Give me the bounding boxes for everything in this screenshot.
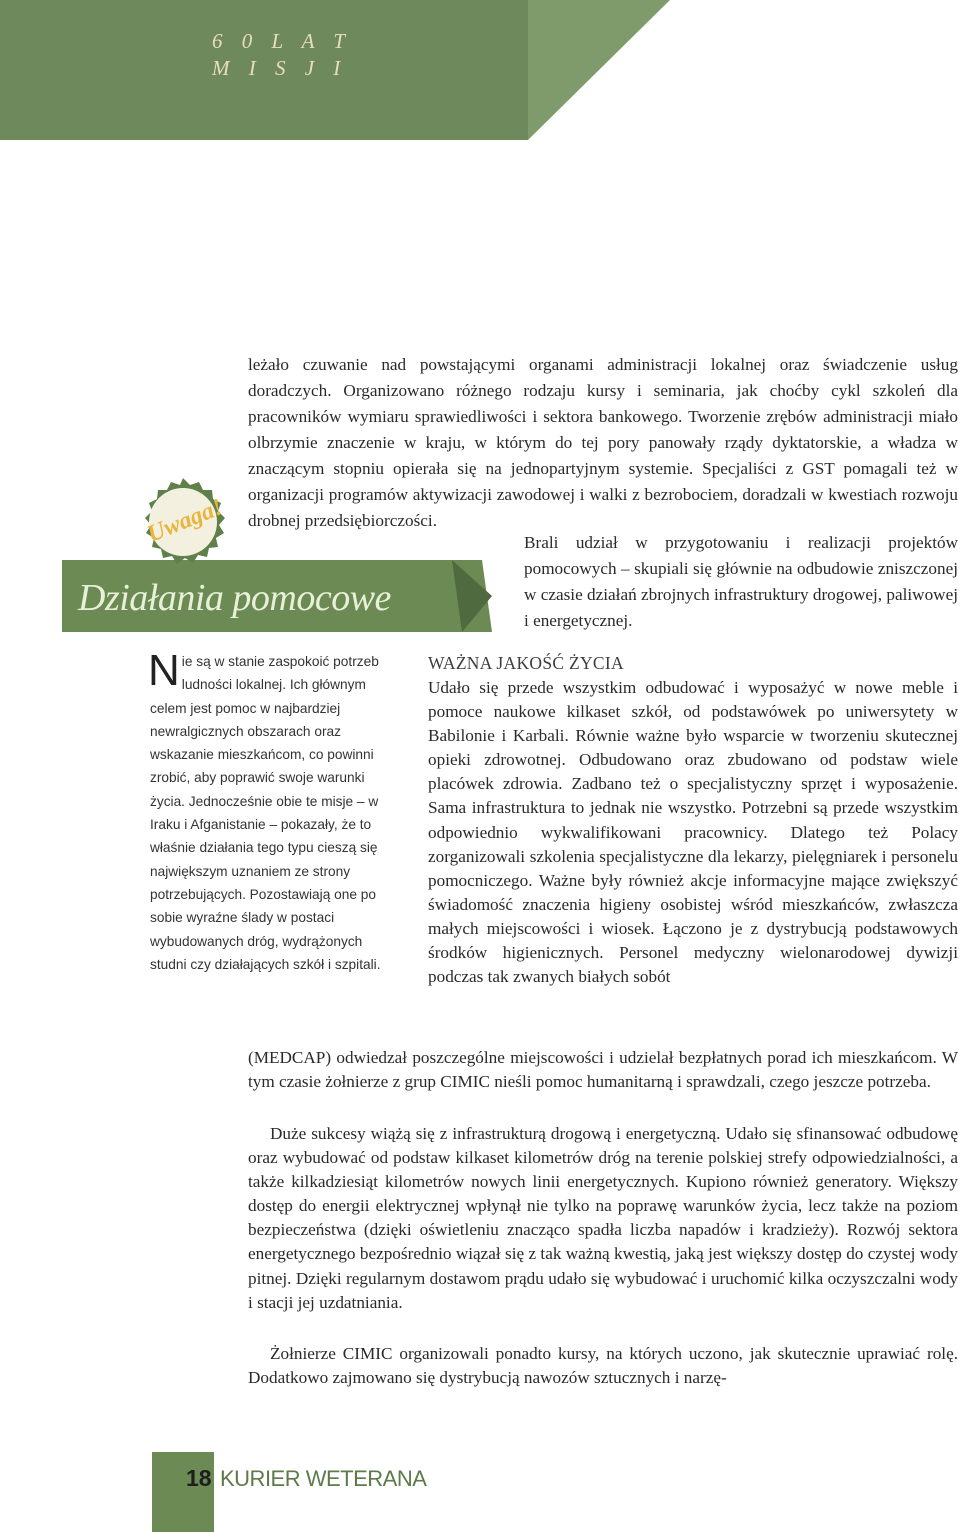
drop-cap: N <box>148 646 180 695</box>
footer-tab <box>152 1452 214 1532</box>
continued-paragraph: Brali udział w przygotowaniu i realizacji projektów pomocowych – skupiali się głównie na odbudowie zniszczonej w czasie działań zbrojnych infrastruktury drogowej, paliwowej i energetycznej. <box>524 533 958 630</box>
ribbon-title: Działania pomocowe <box>78 577 391 619</box>
seal-text: Uwaga! <box>143 494 227 548</box>
page-number: 18 <box>186 1465 212 1491</box>
sidebar-intro <box>148 646 402 976</box>
section-heading: WAŻNA JAKOŚĆ ŻYCIA <box>428 653 624 673</box>
top-paragraph: leżało czuwanie nad powstającymi organami administracji lokalnej oraz świadczenie usług doradczych. Organizowano różnego rodzaju kursy i seminaria, jak choćby cykl szkoleń dla pracowników wymiaru sprawiedliwości i sektora bankowego. Tworzenie zrębów administracji miało olbrzymie znaczenie w kraju, w którym do tej pory panowały rządy dyktatorskie, a władza w znaczącym stopniu opierała się na jednopartyjnym systemie. Specjaliści z GST pomagali też w organizacji programów aktywizacji zawodowej i walki z bezrobociem, doradzali w kwestiach rozwoju drobnej przedsiębiorczości. <box>248 355 958 530</box>
header-band <box>0 0 960 140</box>
magazine-name: KURIER WETERANA <box>220 1466 427 1491</box>
header-line-1: 6 0 L A T <box>212 29 353 53</box>
sidebar-text: ie są w stanie zaspokoić potrzeb ludności lokalnej. Ich głównym celem jest pomoc w najbardziej newralgicznych obszarach oraz wskazanie mieszkańcom, co powinni zrobić, aby poprawić swoje warunki życia. Jednocześnie obie te misje – w Iraku i Afganistanie – pokazały, że to właśnie działania tego typu cieszą się największym uznaniem ze strony potrzebujących. Pozostawiają one po sobie wyraźne ślady w postaci wybudowanych dróg, wydrążonych studni czy działających szkół i szpitali. <box>150 654 381 972</box>
full-paragraph-2: Duże sukcesy wiążą się z infrastrukturą drogową i energetyczną. Udało się sfinansować odbudowę oraz wybudować od podstaw kilkaset kilometrów dróg na terenie polskiej strefy odpowiedzialności, a także kilkadziesiąt kilometrów nowych linii energetycznych. Kupiono również generatory. Większy dostęp do energii elektrycznej wpłynął nie tylko na poprawę warunków życia, lecz także na poziom bezpieczeństwa (dzięki oświetleniu znacząco spadła liczba napadów i kradzieży). Rozwój sektora energetycznego bezpośrednio wiązał się z tak ważną kwestią, jaką jest większy dostęp do czystej wody pitnej. Dzięki regularnym dostawom prądu udało się wybudować i uruchomić kilka oczyszczalni wody i stacji jej uzdatniania. <box>248 1124 958 1312</box>
full-paragraph-3: Żołnierze CIMIC organizowali ponadto kursy, na których uczono, jak skutecznie uprawiać rolę. Dodatkowo zajmowano się dystrybucją nawozów sztucznych i narzę- <box>248 1344 958 1388</box>
header-title <box>212 28 352 82</box>
full-paragraph-1: (MEDCAP) odwiedzał poszczególne miejscowości i udzielał bezpłatnych porad ich mieszkańcom. W tym czasie żołnierze z grup CIMIC nieśli pomoc humanitarną i sprawdzali, czego jeszcze potrzeba. <box>248 1048 958 1092</box>
right-column-paragraph: Udało się przede wszystkim odbudować i wyposażyć w nowe meble i pomoce naukowe kilkaset szkół, od podstawówek po uniwersytety w Babilonie i Karbali. Równie ważne było wsparcie w tworzeniu skutecznej opieki zdrowotnej. Odbudowano oraz zbudowano od podstaw wiele placówek zdrowia. Zadbano też o specjalistyczny sprzęt i wyposażenie. Sama infrastruktura to jednak nie wszystko. Potrzebni są przede wszystkim odpowiednio wykwalifikowani pracownicy. Dlatego też Polacy zorganizowali szkolenia specjalistyczne dla lekarzy, pielęgniarek i personelu pomocniczego. Ważne były również akcje informacyjne mające zwiększyć świadomość znaczenia higieny osobistej wśród mieszkańców, zwłaszcza małych miejscowości i wiosek. Łączono je z dystrybucją podstawowych środków higienicznych. Personel medyczny wielonarodowej dywizji podczas tak zwanych białych sobót <box>428 678 958 987</box>
header-line-2: M I S J I <box>212 56 348 80</box>
